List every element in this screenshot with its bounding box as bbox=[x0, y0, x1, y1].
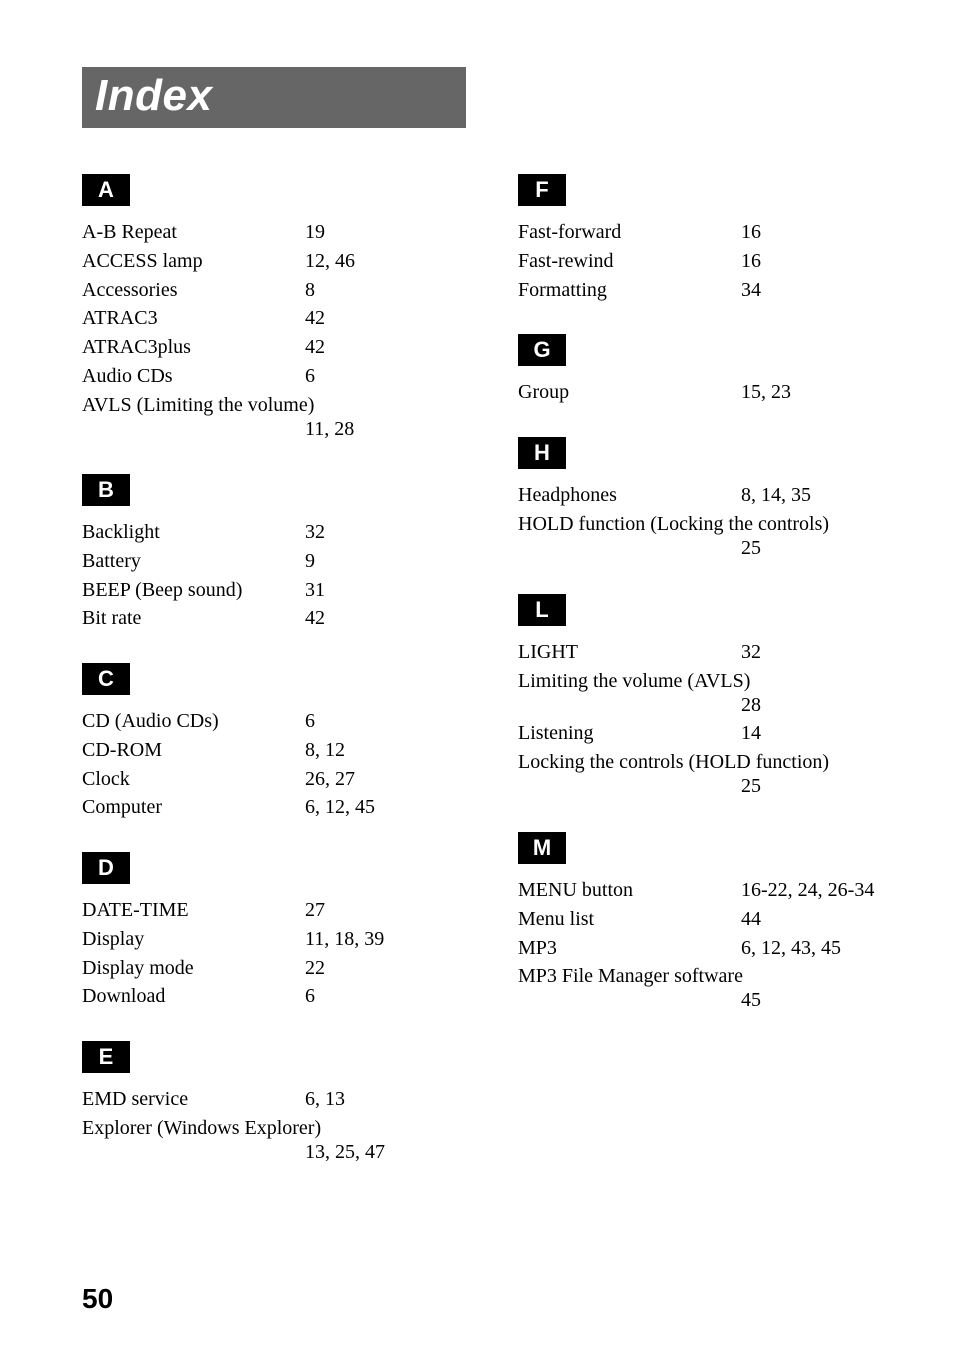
index-term: Backlight bbox=[82, 521, 160, 543]
index-term: Download bbox=[82, 985, 166, 1008]
index-entry-list bbox=[518, 218, 938, 304]
index-page-refs: 13, 25, 47 bbox=[305, 1140, 385, 1163]
index-page-refs: 25 bbox=[741, 774, 761, 797]
index-entry bbox=[82, 576, 502, 605]
index-page-refs: 16-22, 24, 26-34 bbox=[741, 879, 875, 901]
index-entry bbox=[82, 1085, 502, 1114]
index-entry-list bbox=[82, 218, 502, 443]
index-term: Fast-forward bbox=[518, 221, 622, 243]
index-entry bbox=[82, 604, 502, 633]
index-entry bbox=[518, 247, 938, 276]
page-number: 50 bbox=[82, 1283, 114, 1314]
index-term: Clock bbox=[82, 767, 130, 790]
index-page-refs: 6 bbox=[305, 710, 315, 732]
section-letter-heading: B bbox=[82, 474, 130, 506]
index-term: Listening bbox=[518, 721, 594, 744]
index-term: CD-ROM bbox=[82, 738, 163, 761]
index-entry bbox=[518, 638, 938, 667]
index-term: Fast-rewind bbox=[518, 249, 614, 272]
index-page-refs: 32 bbox=[305, 521, 325, 543]
index-page-refs: 34 bbox=[741, 278, 761, 301]
index-entry bbox=[518, 934, 938, 963]
page-title: Index bbox=[95, 71, 213, 120]
index-term: Bit rate bbox=[82, 607, 142, 630]
index-page-refs: 27 bbox=[305, 899, 325, 921]
index-entry bbox=[82, 793, 502, 822]
index-entry-list bbox=[518, 378, 938, 407]
index-entry bbox=[82, 1114, 502, 1166]
index-term: EMD service bbox=[82, 1088, 189, 1110]
index-entry bbox=[518, 748, 938, 800]
section-letter-heading: G bbox=[518, 334, 566, 366]
index-entry bbox=[82, 982, 502, 1011]
index-page-refs: 8, 14, 35 bbox=[741, 484, 811, 506]
index-term: AVLS (Limiting the volume) bbox=[82, 393, 315, 416]
index-entry bbox=[82, 333, 502, 362]
index-term: CD (Audio CDs) bbox=[82, 710, 219, 732]
index-entry bbox=[518, 378, 938, 407]
index-page-refs: 45 bbox=[741, 989, 761, 1012]
index-entry-list bbox=[82, 707, 502, 822]
index-entry bbox=[82, 304, 502, 333]
index-page-refs: 25 bbox=[741, 536, 761, 559]
index-entry bbox=[82, 218, 502, 247]
index-entry bbox=[518, 905, 938, 934]
index-term: ATRAC3 bbox=[82, 307, 158, 330]
index-entry bbox=[82, 925, 502, 954]
index-term: Battery bbox=[82, 549, 141, 572]
index-entry bbox=[82, 547, 502, 576]
index-term: Display bbox=[82, 927, 145, 950]
index-page-refs: 6 bbox=[305, 985, 315, 1008]
index-term: LIGHT bbox=[518, 641, 578, 663]
index-term: Accessories bbox=[82, 278, 178, 301]
index-page-refs: 11, 18, 39 bbox=[305, 927, 385, 950]
index-page-refs: 42 bbox=[305, 336, 325, 359]
index-page-refs: 6 bbox=[305, 364, 315, 387]
index-entry bbox=[82, 391, 502, 443]
index-page-refs: 6, 12, 43, 45 bbox=[741, 936, 841, 959]
index-page-refs: 32 bbox=[741, 641, 761, 663]
index-page-refs: 14 bbox=[741, 721, 761, 744]
index-term: MP3 File Manager software bbox=[518, 965, 743, 988]
index-entry bbox=[518, 667, 938, 719]
index-entry bbox=[518, 218, 938, 247]
index-page-refs: 31 bbox=[305, 578, 325, 601]
index-term: Limiting the volume (AVLS) bbox=[518, 669, 751, 692]
index-entry bbox=[82, 736, 502, 765]
index-entry-list bbox=[82, 518, 502, 633]
index-page-refs: 42 bbox=[305, 607, 325, 630]
index-entry bbox=[82, 896, 502, 925]
index-term: Computer bbox=[82, 796, 162, 819]
index-term: BEEP (Beep sound) bbox=[82, 578, 243, 601]
index-entry bbox=[82, 247, 502, 276]
index-page-refs: 42 bbox=[305, 307, 325, 330]
index-entry-list bbox=[518, 638, 938, 800]
index-term: Group bbox=[518, 381, 570, 403]
index-term: Locking the controls (HOLD function) bbox=[518, 750, 830, 773]
section-letter-heading: L bbox=[518, 594, 566, 626]
index-entry bbox=[518, 510, 938, 562]
index-page-refs: 6, 13 bbox=[305, 1088, 345, 1110]
index-page-refs: 16 bbox=[741, 221, 761, 243]
index-entry bbox=[518, 876, 938, 905]
index-page-refs: 15, 23 bbox=[741, 381, 791, 403]
index-page-refs: 8 bbox=[305, 278, 315, 301]
index-term: Headphones bbox=[518, 484, 617, 506]
section-letter-heading: F bbox=[518, 174, 566, 206]
section-letter-heading: M bbox=[518, 832, 566, 864]
index-page-refs: 8, 12 bbox=[305, 738, 345, 761]
index-page-refs: 26, 27 bbox=[305, 767, 355, 790]
index-term: ACCESS lamp bbox=[82, 249, 203, 272]
index-page-refs: 44 bbox=[741, 907, 761, 930]
index-entry bbox=[518, 719, 938, 748]
index-term: HOLD function (Locking the controls) bbox=[518, 512, 830, 535]
index-page-refs: 22 bbox=[305, 956, 325, 979]
index-entry-list bbox=[82, 1085, 502, 1166]
index-term: MP3 bbox=[518, 936, 557, 959]
index-page-refs: 28 bbox=[741, 693, 761, 716]
index-term: Formatting bbox=[518, 278, 607, 301]
index-term: MENU button bbox=[518, 879, 633, 901]
index-entry bbox=[82, 362, 502, 391]
index-entry bbox=[518, 962, 938, 1014]
index-term: Display mode bbox=[82, 956, 194, 979]
index-page-refs: 12, 46 bbox=[305, 249, 355, 272]
index-term: DATE-TIME bbox=[82, 899, 189, 921]
index-entry bbox=[82, 765, 502, 794]
index-term: A-B Repeat bbox=[82, 221, 177, 243]
index-page-refs: 6, 12, 45 bbox=[305, 796, 375, 819]
index-term: ATRAC3plus bbox=[82, 336, 191, 359]
index-page-refs: 19 bbox=[305, 221, 325, 243]
section-letter-heading: D bbox=[82, 852, 130, 884]
index-entry-list bbox=[518, 481, 938, 562]
index-title-bar bbox=[82, 67, 466, 128]
index-page-refs: 11, 28 bbox=[305, 417, 355, 440]
index-entry bbox=[518, 481, 938, 510]
index-entry bbox=[82, 954, 502, 983]
index-entry bbox=[82, 518, 502, 547]
index-entry-list bbox=[82, 896, 502, 1011]
index-page-refs: 9 bbox=[305, 549, 315, 572]
section-letter-heading: E bbox=[82, 1041, 130, 1073]
section-letter-heading: C bbox=[82, 663, 130, 695]
index-page-refs: 16 bbox=[741, 249, 761, 272]
section-letter-heading: H bbox=[518, 437, 566, 469]
index-entry bbox=[82, 276, 502, 305]
index-term: Menu list bbox=[518, 907, 595, 930]
index-entry bbox=[82, 707, 502, 736]
index-entry-list bbox=[518, 876, 938, 1014]
index-entry bbox=[518, 276, 938, 305]
section-letter-heading: A bbox=[82, 174, 130, 206]
index-term: Audio CDs bbox=[82, 364, 173, 387]
index-term: Explorer (Windows Explorer) bbox=[82, 1116, 322, 1139]
